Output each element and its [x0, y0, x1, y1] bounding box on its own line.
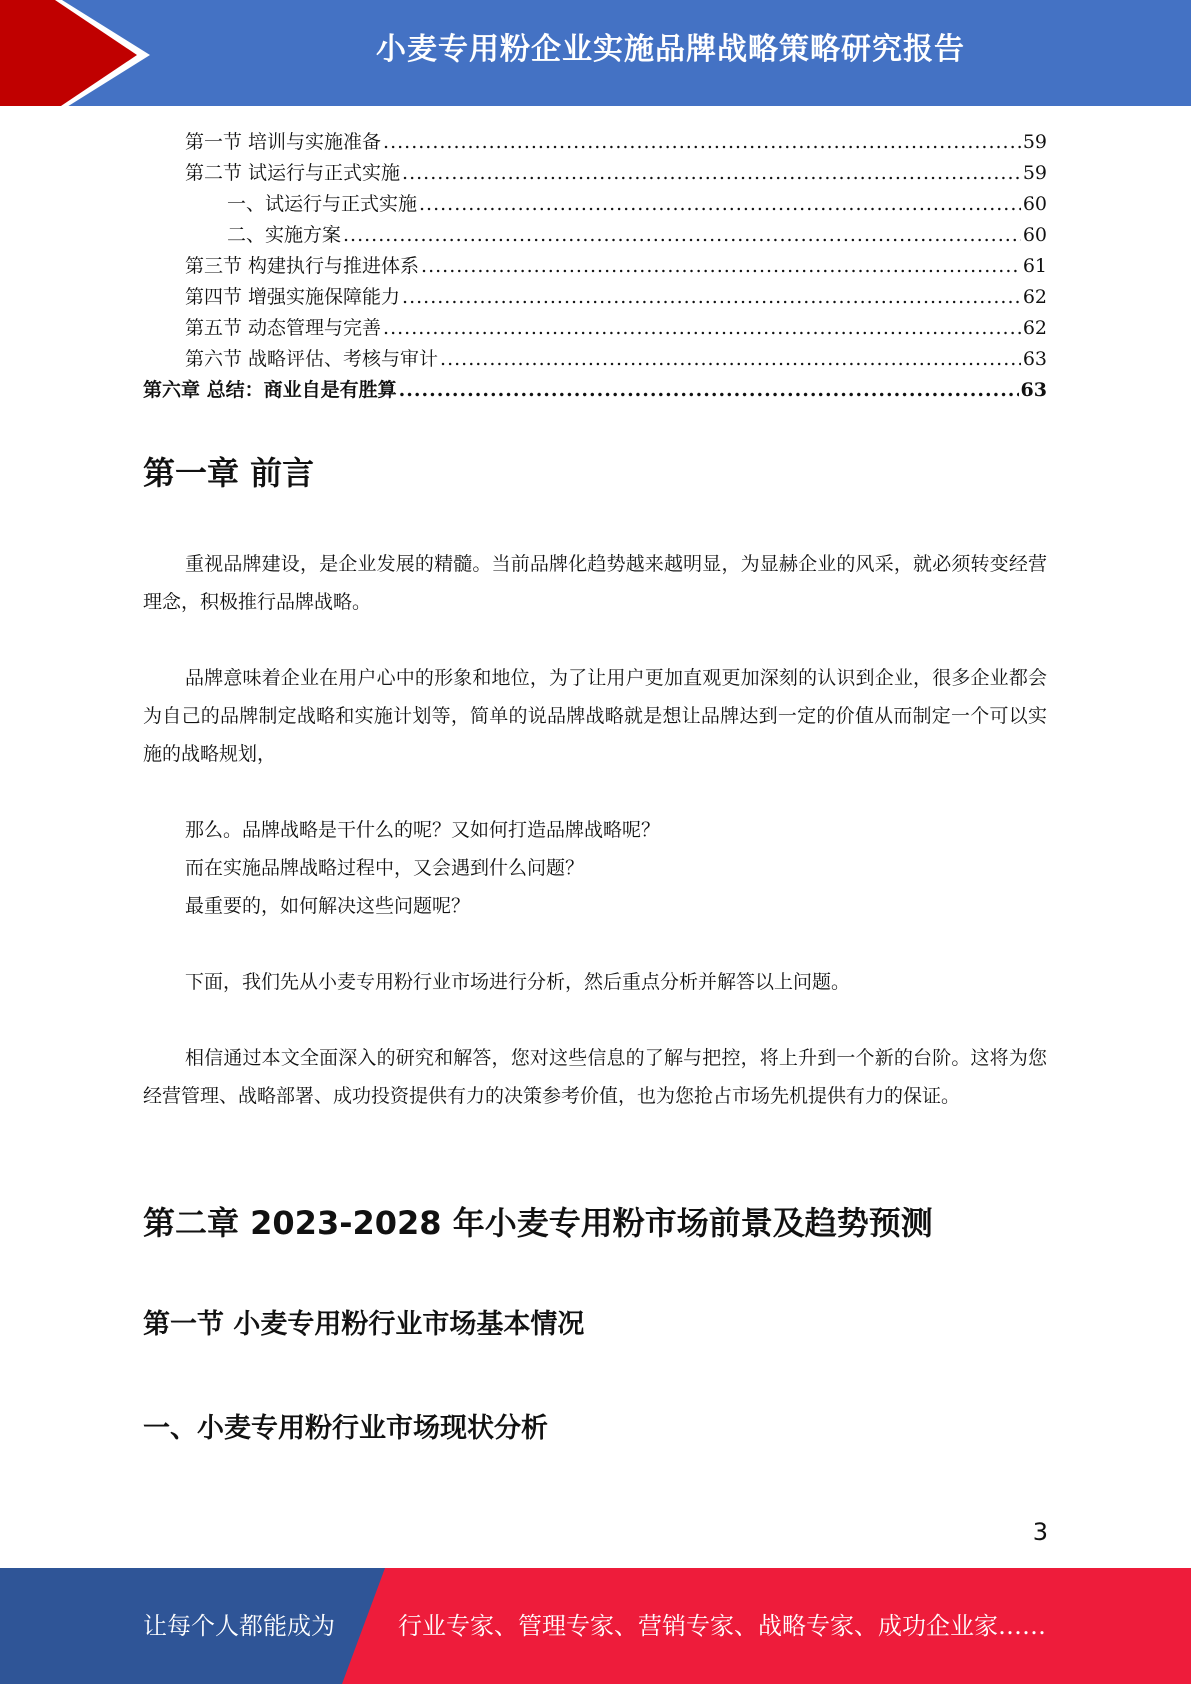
- section-1-heading: 第一节 小麦专用粉行业市场基本情况: [143, 1309, 585, 1340]
- toc-entry-title: 第五节 动态管理与完善: [185, 317, 382, 339]
- toc-entry-title: 第三节 构建执行与推进体系: [185, 255, 420, 277]
- toc-dot-leader: [343, 220, 1021, 251]
- toc-entry-page: 62: [1022, 317, 1047, 339]
- toc-dot-leader: [419, 189, 1021, 220]
- toc-dot-leader: [399, 375, 1019, 406]
- toc-entry[interactable]: [143, 220, 1047, 251]
- paragraph-value-statement: 相信通过本文全面深入的研究和解答，您对这些信息的了解与把控，将上升到一个新的台阶。这将为您经营管理、战略部署、成功投资提供有力的决策参考价值，也为您抢占市场先机提供有力的保证。: [143, 1047, 1047, 1107]
- paragraph-brand-meaning: 品牌意味着企业在用户心中的形象和地位，为了让用户更加直观更加深刻的认识到企业，很多企业都会为自己的品牌制定战略和实施计划等，简单的说品牌战略就是想让品牌达到一定的价值从而制定一个可以实施的战略规划，: [143, 667, 1047, 765]
- paragraph-brand-importance: 重视品牌建设，是企业发展的精髓。当前品牌化趋势越来越明显，为显赫企业的风采，就必须转变经营理念，积极推行品牌战略。: [143, 553, 1047, 613]
- toc-entry-page: 60: [1022, 224, 1047, 246]
- chapter-1-heading: 第一章 前言: [143, 454, 315, 492]
- toc-entry[interactable]: [143, 375, 1047, 406]
- table-of-contents: [143, 127, 1047, 406]
- toc-entry[interactable]: [143, 127, 1047, 158]
- toc-entry-page: 63: [1020, 379, 1047, 401]
- toc-entry-title: 第一节 培训与实施准备: [185, 131, 382, 153]
- toc-entry-page: 62: [1022, 286, 1047, 308]
- paragraph-analysis-intro: 下面，我们先从小麦专用粉行业市场进行分析，然后重点分析并解答以上问题。: [185, 971, 851, 993]
- toc-entry[interactable]: [143, 251, 1047, 282]
- toc-dot-leader: [440, 344, 1021, 375]
- toc-dot-leader: [402, 158, 1021, 189]
- question-line-1: 那么。品牌战略是干什么的呢？又如何打造品牌战略呢？: [185, 819, 661, 841]
- toc-entry-title: 一、试运行与正式实施: [227, 193, 418, 215]
- chapter-2-heading: 第二章 2023-2028 年小麦专用粉市场前景及趋势预测: [143, 1204, 933, 1242]
- toc-entry[interactable]: [143, 282, 1047, 313]
- header-banner: [0, 0, 1191, 110]
- footer-banner: [0, 1568, 1191, 1684]
- toc-dot-leader: [421, 251, 1021, 282]
- toc-entry-page: 59: [1022, 162, 1047, 184]
- toc-entry[interactable]: [143, 158, 1047, 189]
- toc-entry-page: 61: [1022, 255, 1047, 277]
- toc-entry-page: 59: [1022, 131, 1047, 153]
- question-line-3: 最重要的，如何解决这些问题呢？: [185, 895, 471, 917]
- toc-dot-leader: [383, 127, 1021, 158]
- subsection-1-heading: 一、小麦专用粉行业市场现状分析: [143, 1413, 548, 1444]
- toc-entry[interactable]: [143, 189, 1047, 220]
- toc-entry-title: 第二节 试运行与正式实施: [185, 162, 401, 184]
- toc-entry-title: 第六节 战略评估、考核与审计: [185, 348, 439, 370]
- toc-dot-leader: [402, 282, 1021, 313]
- toc-entry[interactable]: [143, 344, 1047, 375]
- footer-slogan-left: 让每个人都能成为: [143, 1612, 335, 1640]
- question-line-2: 而在实施品牌战略过程中，又会遇到什么问题？: [185, 857, 585, 879]
- toc-entry-title: 二、实施方案: [227, 224, 342, 246]
- toc-entry-title: 第四节 增强实施保障能力: [185, 286, 401, 308]
- toc-dot-leader: [383, 313, 1021, 344]
- page-number: 3: [1032, 1518, 1048, 1546]
- toc-entry[interactable]: [143, 313, 1047, 344]
- report-title: 小麦专用粉企业实施品牌战略策略研究报告: [376, 32, 965, 67]
- footer-slogan-right: 行业专家、管理专家、营销专家、战略专家、成功企业家……: [398, 1612, 1046, 1640]
- toc-entry-title: 第六章 总结：商业自是有胜算: [143, 379, 397, 401]
- toc-entry-page: 63: [1022, 348, 1047, 370]
- toc-entry-page: 60: [1022, 193, 1047, 215]
